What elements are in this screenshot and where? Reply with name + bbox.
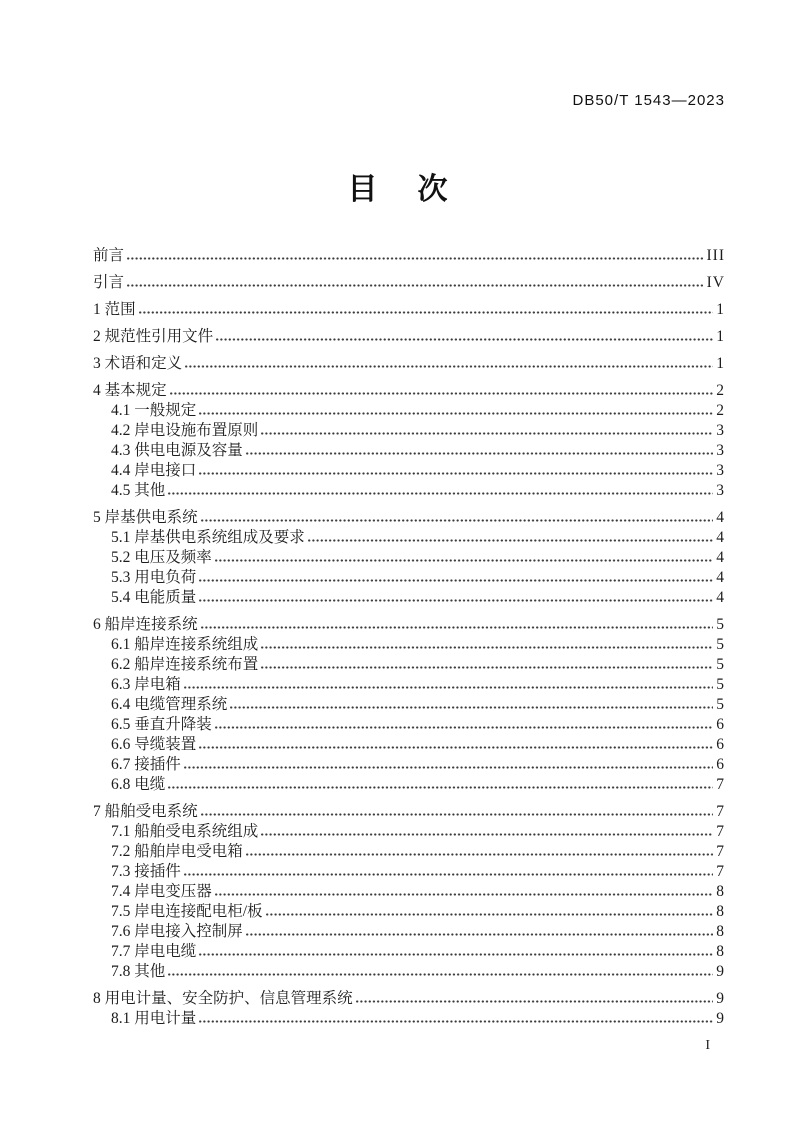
toc-entry-label: 7.2 船舶岸电受电箱 [111,842,243,860]
toc-entry-page: 8 [716,882,725,900]
toc-entry-label: 3 术语和定义 [93,354,183,372]
dot-leader [127,257,703,260]
toc-entry-label: 4.3 供电电源及容量 [111,441,243,459]
toc-entry-page: 6 [716,755,725,773]
toc-entry-page: 8 [716,902,725,920]
toc-entry-label: 6.6 导缆装置 [111,735,197,753]
toc-entry-label: 7 船舶受电系统 [93,802,198,820]
toc-entry-page: 6 [716,735,725,753]
dot-leader [199,412,713,415]
toc-entry[interactable] [93,373,725,400]
toc-entry[interactable] [93,694,725,714]
toc-entry-label: 6 船岸连接系统 [93,615,198,633]
toc-entry-page: 3 [716,481,725,499]
toc-entry[interactable] [93,460,725,480]
toc-entry-page: 2 [716,401,725,419]
toc-entry[interactable] [93,941,725,961]
dot-leader [356,1000,714,1003]
toc-entry-label: 6.7 接插件 [111,755,181,773]
dot-leader [199,1020,713,1023]
dot-leader [168,492,713,495]
dot-leader [261,432,713,435]
toc-entry-page: 4 [716,588,725,606]
dot-leader [215,893,713,896]
toc-entry[interactable] [93,319,725,346]
toc-entry[interactable] [93,238,725,265]
toc-entry[interactable] [93,265,725,292]
toc-entry[interactable] [93,961,725,981]
toc-entry[interactable] [93,547,725,567]
toc-entry[interactable] [93,794,725,821]
toc-entry-page: 7 [716,822,725,840]
toc-entry[interactable] [93,714,725,734]
toc-entry-label: 5.2 电压及频率 [111,548,212,566]
toc-entry-page: 7 [716,802,725,820]
toc-entry-page: 2 [716,381,725,399]
toc-entry[interactable] [93,500,725,527]
dot-leader [201,813,714,816]
toc-entry[interactable] [93,654,725,674]
toc-entry-page: III [706,246,725,264]
toc-entry-page: 5 [716,655,725,673]
toc-entry-label: 4.4 岸电接口 [111,461,197,479]
toc-entry-label: 7.7 岸电电缆 [111,942,197,960]
page-footer [75,1036,710,1054]
toc-entry-label: 6.5 垂直升降装 [111,715,212,733]
toc-entry-label: 5.3 用电负荷 [111,568,197,586]
toc-entry-page: 4 [716,528,725,546]
toc-entry-label: 8 用电计量、安全防护、信息管理系统 [93,989,353,1007]
toc-entry-page: 7 [716,842,725,860]
dot-leader [184,766,713,769]
toc-entry-page: 4 [716,508,725,526]
toc-entry-label: 6.4 电缆管理系统 [111,695,228,713]
toc-entry-page: 7 [716,775,725,793]
toc-entry[interactable] [93,674,725,694]
toc-entry-page: 4 [716,548,725,566]
toc-entry-label: 5.1 岸基供电系统组成及要求 [111,528,305,546]
toc-entry[interactable] [93,981,725,1008]
dot-leader [261,646,713,649]
dot-leader [185,365,713,368]
dot-leader [127,284,704,287]
dot-leader [201,626,714,629]
toc-entry-page: 3 [716,441,725,459]
toc-entry-label: 引言 [93,273,125,291]
toc-entry-page: 5 [716,695,725,713]
dot-leader [199,579,713,582]
toc-entry-label: 4.5 其他 [111,481,166,499]
toc-entry-label: 4.1 一般规定 [111,401,197,419]
dot-leader [246,933,713,936]
toc-entry-label: 2 规范性引用文件 [93,327,214,345]
dot-leader [246,853,713,856]
dot-leader [246,452,713,455]
toc-list [93,238,725,1028]
toc-entry-page: 1 [716,327,725,345]
toc-entry[interactable] [93,346,725,373]
toc-entry-page: 8 [716,942,725,960]
toc-entry-label: 8.1 用电计量 [111,1009,197,1027]
dot-leader [201,519,714,522]
toc-entry-label: 6.3 岸电箱 [111,675,181,693]
toc-entry[interactable] [93,400,725,420]
toc-entry-page: 3 [716,461,725,479]
toc-entry-page: IV [706,273,725,291]
toc-entry-label: 1 范围 [93,300,136,318]
toc-entry-page: 5 [716,615,725,633]
toc-entry[interactable] [93,881,725,901]
toc-entry-label: 7.8 其他 [111,962,166,980]
toc-entry-page: 6 [716,715,725,733]
page-header [75,92,725,110]
toc-entry[interactable] [93,841,725,861]
toc-entry[interactable] [93,861,725,881]
dot-leader [266,913,714,916]
dot-leader [199,746,713,749]
toc-entry-page: 1 [716,354,725,372]
toc-entry-label: 6.8 电缆 [111,775,166,793]
toc-entry-label: 7.4 岸电变压器 [111,882,212,900]
toc-entry[interactable] [93,440,725,460]
footer-page-number: I [705,1038,710,1053]
toc-entry-page: 9 [716,989,725,1007]
toc-entry-label: 前言 [93,246,125,264]
dot-leader [139,311,714,314]
toc-entry[interactable] [93,292,725,319]
toc-entry-label: 5 岸基供电系统 [93,508,198,526]
toc-entry[interactable] [93,921,725,941]
dot-leader [216,338,713,341]
toc-entry[interactable] [93,567,725,587]
toc-entry-page: 4 [716,568,725,586]
toc-entry[interactable] [93,1008,725,1028]
dot-leader [261,666,713,669]
dot-leader [168,786,713,789]
dot-leader [215,726,713,729]
toc-entry-page: 3 [716,421,725,439]
dot-leader [170,392,714,395]
toc-entry-page: 5 [716,675,725,693]
toc-entry[interactable] [93,901,725,921]
toc-entry-label: 7.3 接插件 [111,862,181,880]
toc-entry-page: 5 [716,635,725,653]
toc-entry-label: 4.2 岸电设施布置原则 [111,421,259,439]
toc-entry[interactable] [93,634,725,654]
toc-entry-label: 7.5 岸电连接配电柜/板 [111,902,263,920]
dot-leader [199,472,713,475]
toc-entry[interactable] [93,774,725,794]
toc-entry-label: 5.4 电能质量 [111,588,197,606]
toc-entry-page: 1 [716,300,725,318]
page-title: 目 次 [347,173,453,206]
dot-leader [230,706,713,709]
toc-entry[interactable] [93,527,725,547]
toc-entry[interactable] [93,420,725,440]
dot-leader [168,973,713,976]
toc-entry[interactable] [93,587,725,607]
toc-entry-label: 7.1 船舶受电系统组成 [111,822,259,840]
toc-entry-label: 4 基本规定 [93,381,167,399]
toc-entry[interactable] [93,480,725,500]
toc-entry-label: 6.2 船岸连接系统布置 [111,655,259,673]
toc-entry[interactable] [93,734,725,754]
toc-entry[interactable] [93,821,725,841]
toc-entry-page: 7 [716,862,725,880]
dot-leader [308,539,713,542]
toc-entry-page: 8 [716,922,725,940]
dot-leader [184,686,713,689]
dot-leader [215,559,713,562]
standard-doc-code: DB50/T 1543—2023 [572,92,725,109]
toc-entry-label: 6.1 船岸连接系统组成 [111,635,259,653]
toc-entry-label: 7.6 岸电接入控制屏 [111,922,243,940]
toc-entry-page: 9 [716,962,725,980]
dot-leader [261,833,713,836]
toc-entry[interactable] [93,607,725,634]
dot-leader [184,873,713,876]
toc-entry-page: 9 [716,1009,725,1027]
dot-leader [199,599,713,602]
dot-leader [199,953,713,956]
toc-entry[interactable] [93,754,725,774]
